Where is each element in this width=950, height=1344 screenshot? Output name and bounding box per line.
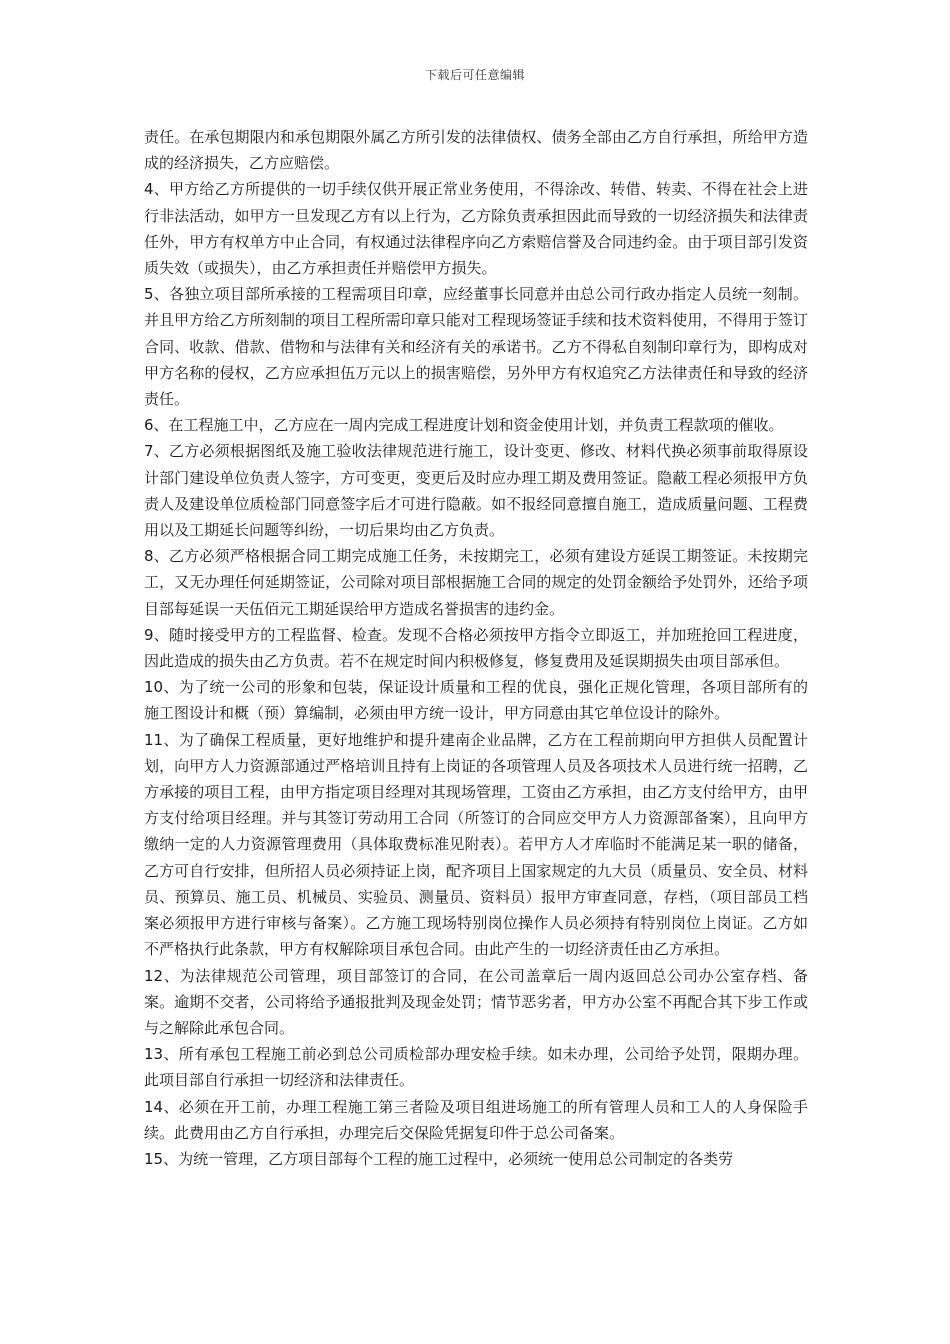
paragraph: 11、为了确保工程质量，更好地维护和提升建南企业品牌，乙方在工程前期向甲方担供人员配置计划，向甲方人力资源部通过严格培训且持有上岗证的各项管理人员及各项技术人员进行统一招聘，乙方承接的项目工程，由甲方指定项目经理对其现场管理，工资由乙方承担，由乙方支付给甲方，由甲方支付给项目经理。并与其签订劳动用工合同（所签订的合同应交甲方人力资源部备案），且向甲方缴纳一定的人力资源管理费用（具体取费标准见附表）。若甲方人才库临时不能满足某一职的储备，乙方可自行安排，但所招人员必须持证上岗，配齐项目上国家规定的九大员（质量员、安全员、材料员、预算员、施工员、机械员、实验员、测量员、资料员）报甲方审查同意，存档，（项目部员工档案必须报甲方进行审核与备案）。乙方施工现场特别岗位操作人员必须持有特别岗位上岗证。乙方如不严格执行此条款，甲方有权解除项目承包合同。由此产生的一切经济责任由乙方承担。 [144, 730, 808, 959]
page-header: 下载后可任意编辑 [424, 68, 525, 82]
paragraph: 14、必须在开工前，办理工程施工第三者险及项目组进场施工的所有管理人员和工人的人身保险手续。此费用由乙方自行承担，办理完后交保险凭据复印件于总公司备案。 [144, 1097, 808, 1142]
paragraph: 6、在工程施工中，乙方应在一周内完成工程进度计划和资金使用计划，并负责工程款项的催收。 [144, 416, 784, 435]
paragraph: 责任。在承包期限内和承包期限外属乙方所引发的法律债权、债务全部由乙方自行承担，所给甲方造成的经济损失，乙方应赔偿。 [144, 128, 808, 173]
paragraph: 8、乙方必须严格根据合同工期完成施工任务，未按期完工，必须有建设方延误工期签证。未按期完工，又无办理任何延期签证，公司除对项目部根据施工合同的规定的处罚金额给予处罚外，还给予项目部每延误一天伍佰元工期延误给甲方造成名誉损害的违约金。 [144, 547, 808, 618]
paragraph: 9、随时接受甲方的工程监督、检查。发现不合格必须按甲方指令立即返工，并加班抢回工程进度，因此造成的损失由乙方负责。若不在规定时间内积极修复，修复费用及延误期损失由项目部承但。 [144, 625, 808, 671]
document-body [144, 124, 808, 1172]
paragraph: 7、乙方必须根据图纸及施工验收法律规范进行施工，设计变更、修改、材料代换必须事前取得原设计部门建设单位负责人签字，方可变更，变更后及时应办理工期及费用签证。隐蔽工程必须报甲方负责人及建设单位质检部门同意签字后才可进行隐蔽。如不报经同意擅自施工，造成质量问题、工程费用以及工期延长问题等纠纷，一切后果均由乙方负责。 [144, 442, 808, 540]
paragraph: 5、各独立项目部所承接的工程需项目印章，应经董事长同意并由总公司行政办指定人员统一刻制。并且甲方给乙方所刻制的项目工程所需印章只能对工程现场签证手续和技术资料使用，不得用于签订合同、收款、借款、借物和与法律有关和经济有关的承诺书。乙方不得私自刻制印章行为，即构成对甲方名称的侵权，乙方应承担伍万元以上的损害赔偿，另外甲方有权追究乙方法律责任和导致的经济责任。 [144, 285, 808, 409]
paragraph: 13、所有承包工程施工前必到总公司质检部办理安检手续。如未办理，公司给予处罚，限期办理。此项目部自行承担一切经济和法律责任。 [144, 1045, 808, 1090]
paragraph: 12、为法律规范公司管理，项目部签订的合同，在公司盖章后一周内返回总公司办公室存档、备案。逾期不交者，公司将给予通报批判及现金处罚；情节恶劣者，甲方办公室不再配合其下步工作或与之解除此承包合同。 [144, 966, 808, 1037]
paragraph: 15、为统一管理，乙方项目部每个工程的施工过程中，必须统一使用总公司制定的各类劳 [144, 1149, 734, 1168]
paragraph: 4、甲方给乙方所提供的一切手续仅供开展正常业务使用，不得涂改、转借、转卖、不得在社会上进行非法活动，如甲方一旦发现乙方有以上行为，乙方除负责承担因此而导致的一切经济损失和法律责任外，甲方有权单方中止合同，有权通过法律程序向乙方索赔信誉及合同违约金。由于项目部引发资质失效（或损失），由乙方承担责任并赔偿甲方损失。 [144, 180, 808, 278]
paragraph: 10、为了统一公司的形象和包装，保证设计质量和工程的优良，强化正规化管理，各项目部所有的施工图设计和概（预）算编制，必须由甲方统一设计，甲方同意由其它单位设计的除外。 [144, 678, 808, 723]
